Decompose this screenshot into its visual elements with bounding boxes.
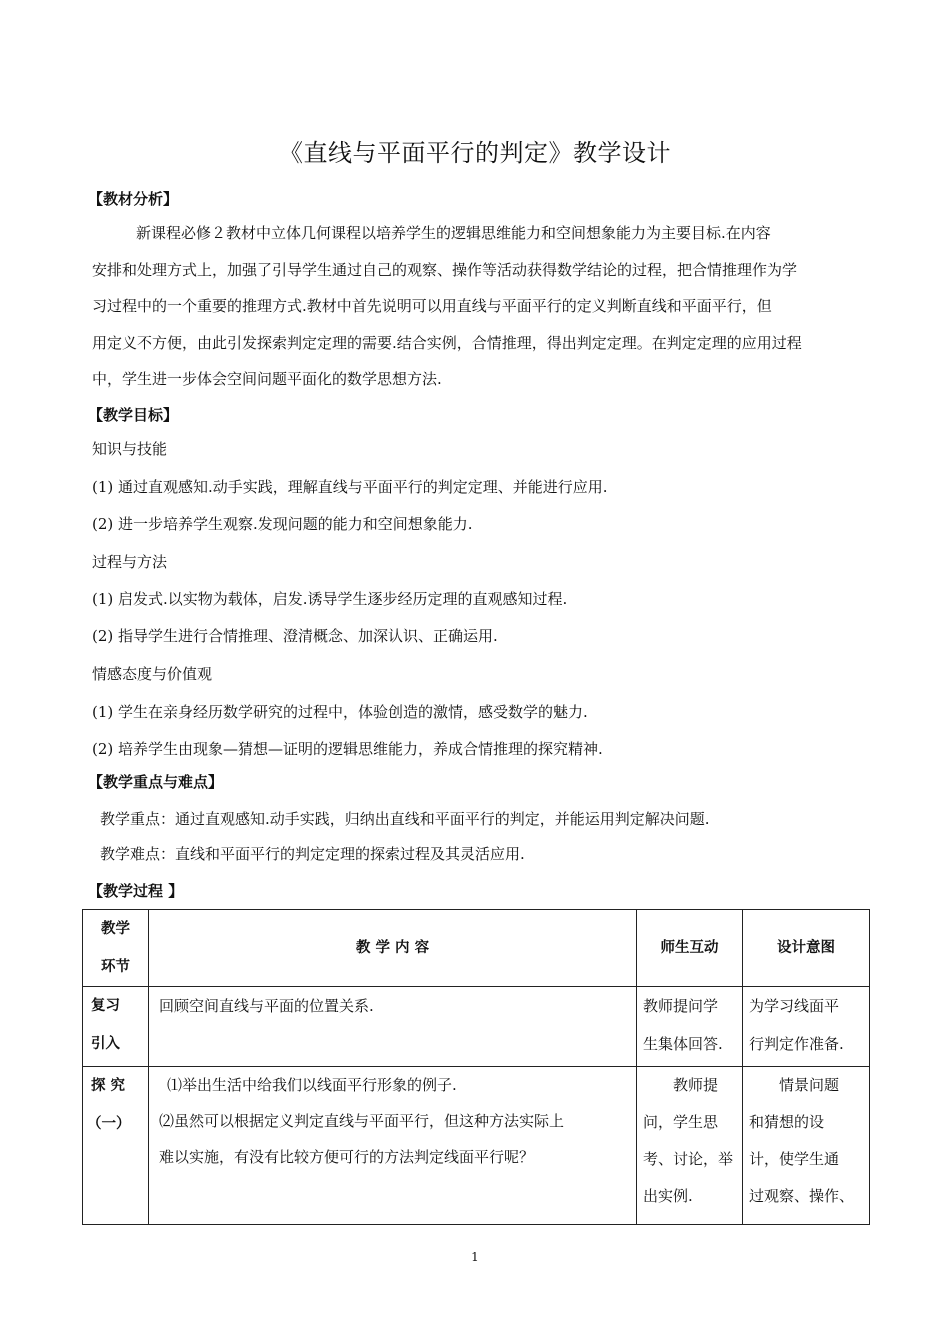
analysis-paragraph [92,215,872,398]
analysis-line-3: 习过程中的一个重要的推理方式.教材中首先说明可以用直线与平面平行的定义判断直线和平面平行，但 [92,297,772,315]
process-method-item-2: (2) 指导学生进行合情推理、澄清概念、加深认识、正确运用. [92,627,498,645]
page-title: 《直线与平面平行的判定》教学设计 [279,139,671,167]
analysis-line-4: 用定义不方便，由此引发探索判定定理的需要.结合实例，合情推理，得出判定定理。在判定定理的应用过程 [92,333,802,352]
row1-intent: 为学习线面平 行判定作准备. [743,987,870,1067]
page-number: 1 [471,1250,479,1264]
teaching-process-table [82,909,870,1225]
analysis-line-2: 安排和处理方式上，加强了引导学生通过自己的观察、操作等活动获得数学结论的过程，把合情推理作为学 [92,260,798,279]
row1-content: 回顾空间直线与平面的位置关系. [149,987,637,1067]
row2-content: ⑴举出生活中给我们以线面平行形象的例子. ⑵虽然可以根据定义判定直线与平面平行，但这种方法实际上 难以实施，有没有比较方便可行的方法判定线面平行呢？ [149,1067,637,1225]
row2-intent: 情景问题 和猜想的设 计，使学生通 过观察、操作、 [743,1067,870,1225]
keypoints-heading: 【教学重点与难点】 [88,773,224,791]
table-header-row [83,910,870,987]
table-row [83,987,870,1067]
goals-heading: 【教学目标】 [88,406,179,424]
process-method-item-1: (1) 启发式.以实物为载体，启发.诱导学生逐步经历定理的直观感知过程. [92,590,568,608]
analysis-line-5: 中，学生进一步体会空间问题平面化的数学思想方法. [92,370,442,388]
header-content: 教 学 内 容 [149,910,637,987]
teaching-process-heading: 【教学过程 】 [88,882,184,900]
header-interaction: 师生互动 [637,910,743,987]
knowledge-title: 知识与技能 [92,440,168,458]
emotion-item-2: (2) 培养学生由现象—猜想—证明的逻辑思维能力，养成合情推理的探究精神. [92,740,603,758]
key-point: 教学重点：通过直观感知.动手实践，归纳出直线和平面平行的判定，并能运用判定解决问题. [100,810,710,828]
header-stage: 教学 环节 [83,910,149,987]
row1-stage: 复习 引入 [83,987,149,1067]
knowledge-item-1: (1) 通过直观感知.动手实践，理解直线与平面平行的判定定理、并能进行应用. [92,478,608,496]
row2-stage: 探 究 （一） [83,1067,149,1225]
row1-interaction: 教师提问学 生集体回答. [637,987,743,1067]
emotion-item-1: (1) 学生在亲身经历数学研究的过程中，体验创造的激情，感受数学的魅力. [92,703,588,721]
analysis-heading: 【教材分析】 [88,190,179,208]
row2-interaction: 教师提 问，学生思 考、讨论，举 出实例. [637,1067,743,1225]
analysis-line-1: 新课程必修２教材中立体几何课程以培养学生的逻辑思维能力和空间想象能力为主要目标.在内容 [136,224,771,242]
knowledge-item-2: (2) 进一步培养学生观察.发现问题的能力和空间想象能力. [92,515,473,533]
header-intent: 设计意图 [743,910,870,987]
emotion-title: 情感态度与价值观 [92,665,213,683]
process-method-title: 过程与方法 [92,553,168,571]
table-row [83,1067,870,1225]
difficult-point: 教学难点：直线和平面平行的判定定理的探索过程及其灵活应用. [100,845,525,863]
